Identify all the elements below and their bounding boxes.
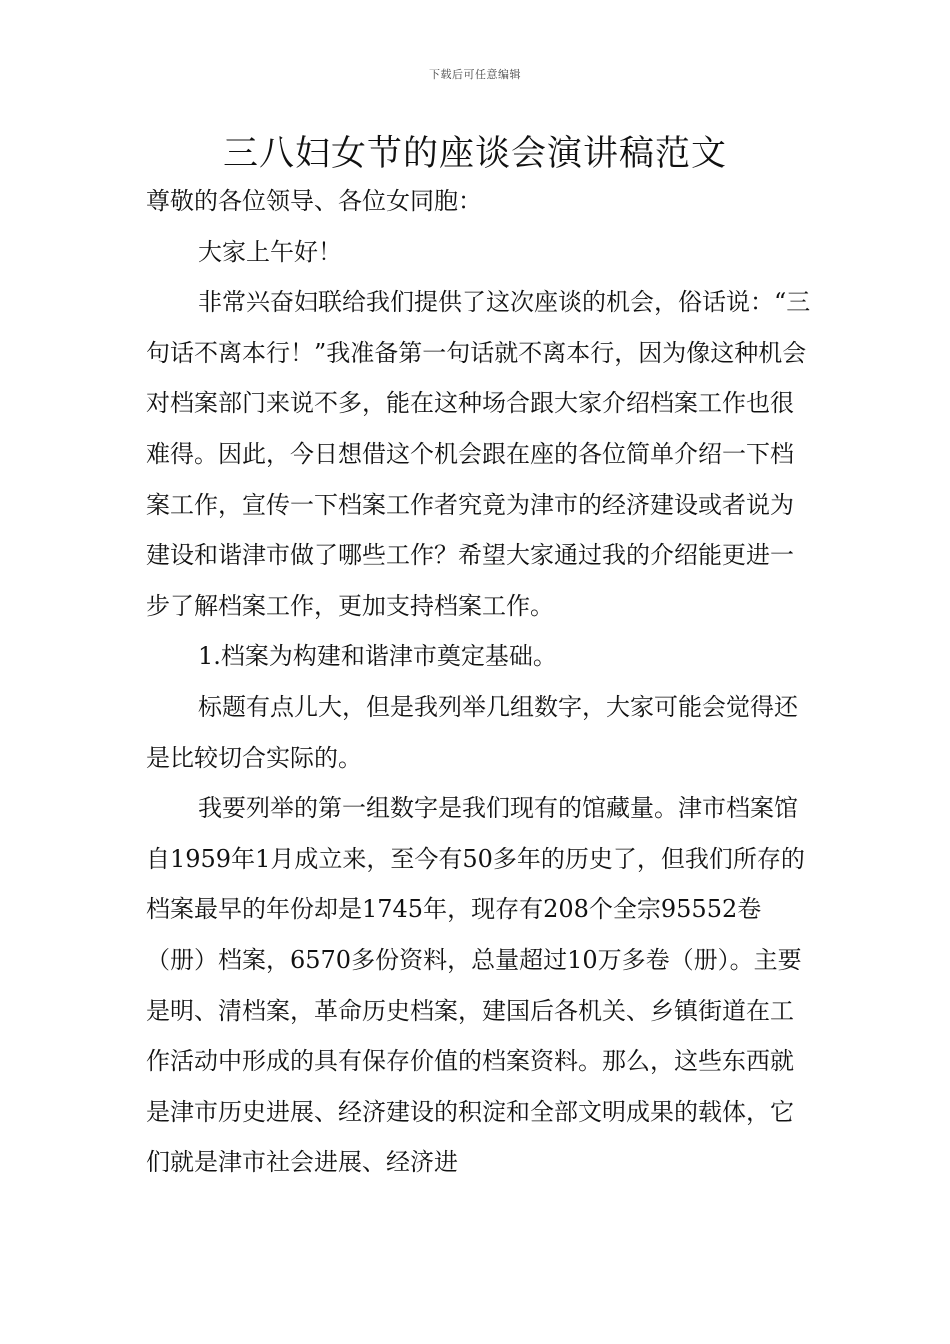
document-title: 三八妇女节的座谈会演讲稿范文 — [222, 134, 727, 174]
paragraph-introduction: 非常兴奋妇联给我们提供了这次座谈的机会，俗话说：“三句话不离本行！”我准备第一句话就不离本行，因为像这种机会对档案部门来说不多，能在这种场合跟大家介绍档案工作也很难得。因此，今日想借这个机会跟在座的各位简单介绍一下档案工作，宣传一下档案工作者究竟为津市的经济建设或者说为建设和谐津市做了哪些工作？希望大家通过我的介绍能更进一步了解档案工作，更加支持档案工作。 — [146, 288, 811, 620]
salutation: 尊敬的各位领导、各位女同胞： — [146, 187, 482, 215]
paragraph-collection-data: 我要列举的第一组数字是我们现有的馆藏量。津市档案馆自1959年1月成立来，至今有50多年的历史了，但我们所存的档案最早的年份却是1745年，现存有208个全宗95552卷（册）档案，6570多份资料，总量超过10万多卷（册）。主要是明、清档案，革命历史档案，建国后各机关、乡镇街道在工作活动中形成的具有保存价值的档案资料。那么，这些东西就是津市历史进展、经济建设的积淀和全部文明成果的载体，它们就是津市社会进展、经济进 — [146, 794, 805, 1177]
paragraph-greeting: 大家上午好！ — [198, 237, 342, 266]
section-heading-1: 1.档案为构建和谐津市奠定基础。 — [198, 642, 557, 671]
document-body — [146, 176, 812, 1188]
header-note: 下载后可任意编辑 — [429, 68, 521, 81]
paragraph-section-intro: 标题有点儿大，但是我列举几组数字，大家可能会觉得还是比较切合实际的。 — [146, 692, 798, 772]
